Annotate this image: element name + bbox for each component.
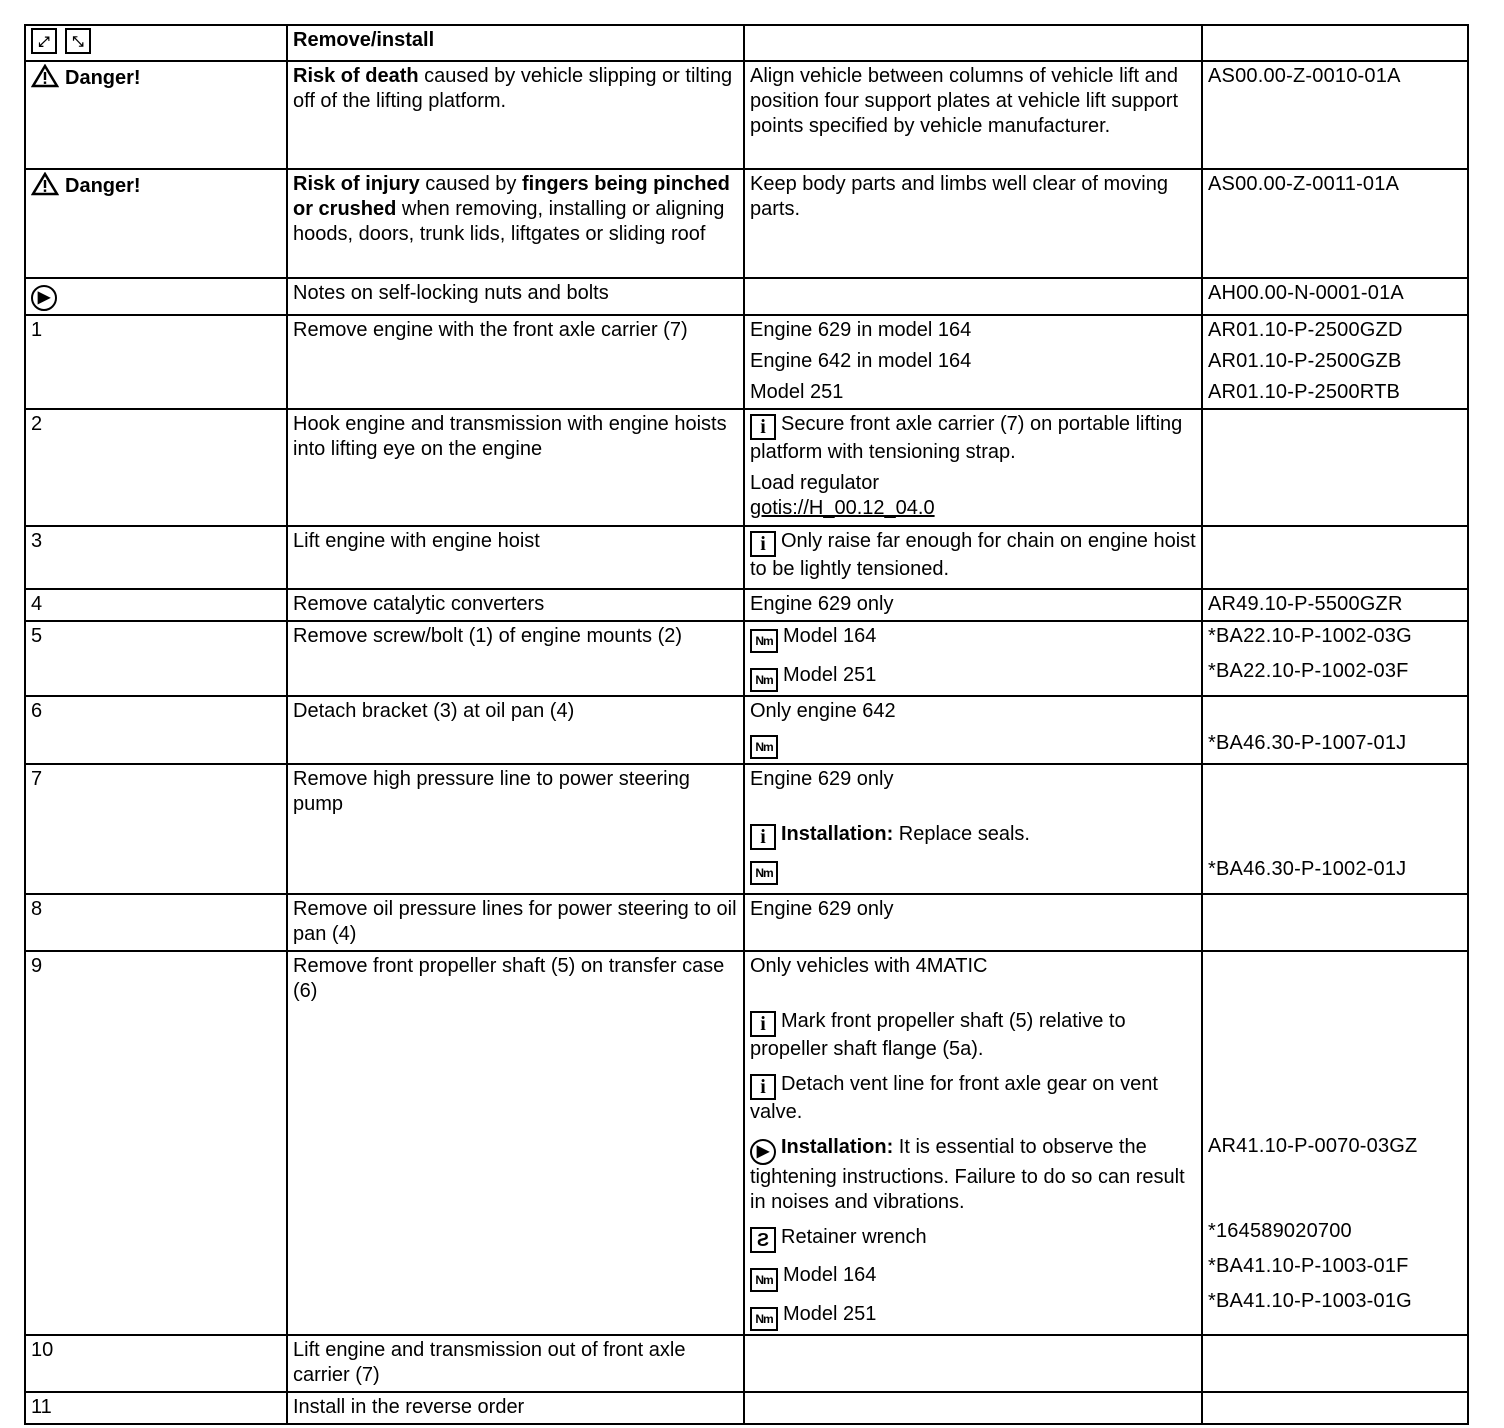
step-number: 9 (25, 951, 287, 1335)
ref-link[interactable]: AR49.10-P-5500GZR (1202, 589, 1468, 621)
info-icon: i (750, 1011, 776, 1037)
table-header-row (25, 25, 1468, 61)
danger-row (25, 169, 1468, 278)
ref-link[interactable]: *BA22.10-P-1002-03F (1208, 660, 1409, 682)
danger-row (25, 61, 1468, 169)
torque-nm-icon: Nm (750, 1268, 778, 1292)
step-text: Remove high pressure line to power steering pump (287, 764, 744, 894)
procedure-table (24, 24, 1469, 1425)
torque-nm-icon: Nm (750, 629, 778, 653)
table-row (25, 1335, 1468, 1392)
note-ref[interactable]: AH00.00-N-0001-01A (1202, 278, 1468, 315)
table-row: 1 Remove engine with the front axle carrier (7) Engine 629 in model 164 Engine 642 in model 164 Model 251 AR01.10-P-2500GZD AR01.10-P-2500GZB AR01.10-P-2500RTB (25, 315, 1468, 409)
special-tool-icon: Ƨ (750, 1227, 776, 1253)
torque-nm-icon: Nm (750, 668, 778, 692)
step-text: Remove oil pressure lines for power steering to oil pan (4) (287, 894, 744, 951)
info-icon: i (750, 414, 776, 440)
collapse-icon[interactable]: ⤡ (65, 28, 91, 54)
note-text: Notes on self-locking nuts and bolts (287, 278, 744, 315)
ref-link[interactable]: *BA46.30-P-1002-01J (1208, 858, 1407, 880)
info-icon: i (750, 1074, 776, 1100)
danger-ref[interactable]: AS00.00-Z-0011-01A (1202, 169, 1468, 278)
torque-nm-icon: Nm (750, 735, 778, 759)
step-text: Install in the reverse order (287, 1392, 744, 1424)
note-row (25, 278, 1468, 315)
danger-label: Danger! (31, 175, 141, 197)
note-circle-icon: ▶ (31, 285, 57, 311)
table-row: 8 Remove oil pressure lines for power steering to oil pan (4) Engine 629 only (25, 894, 1468, 951)
info-icon: i (750, 824, 776, 850)
ref-link[interactable]: *164589020700 (1208, 1220, 1352, 1242)
step-text: Lift engine and transmission out of front axle carrier (7) (287, 1335, 744, 1392)
info-icon: i (750, 531, 776, 557)
danger-label: Danger! (31, 67, 141, 89)
step-number: 5 (25, 621, 287, 696)
table-row: 3 Lift engine with engine hoist i Only raise far enough for chain on engine hoist to be lightly tensioned. (25, 526, 1468, 589)
header-title-cell (287, 25, 744, 61)
step-text: Remove front propeller shaft (5) on transfer case (6) (287, 951, 744, 1335)
ref-link[interactable]: *BA41.10-P-1003-01F (1208, 1255, 1409, 1277)
danger-risk: Risk of injury caused by fingers being pinched or crushed when removing, installing or aligning hoods, doors, trunk lids, liftgates or sliding roof (287, 169, 744, 278)
table-row: 7 Remove high pressure line to power steering pump Engine 629 only i Installation: Replace seals. Nm *BA46.30-P-1002-01J (25, 764, 1468, 894)
warning-triangle-icon (31, 172, 59, 196)
table-row: 5 Remove screw/bolt (1) of engine mounts (2) Nm Model 164 Nm Model 251 *BA22.10-P-1002-03G *BA22.10-P-1002-03F (25, 621, 1468, 696)
step-text: Remove screw/bolt (1) of engine mounts (2) (287, 621, 744, 696)
danger-measure: Align vehicle between columns of vehicle lift and position four support plates at vehicle lift support points specified by vehicle manufacturer. (744, 61, 1202, 169)
danger-risk: Risk of death caused by vehicle slipping or tilting off of the lifting platform. (287, 61, 744, 169)
step-number: 7 (25, 764, 287, 894)
table-row: 4 Remove catalytic converters Engine 629 only AR49.10-P-5500GZR (25, 589, 1468, 621)
step-number: 2 (25, 409, 287, 526)
ref-link[interactable]: *BA22.10-P-1002-03G (1208, 625, 1412, 647)
step-text: Detach bracket (3) at oil pan (4) (287, 696, 744, 764)
ref-link[interactable]: AR01.10-P-2500RTB (1208, 381, 1401, 403)
step-text: Remove catalytic converters (287, 589, 744, 621)
ref-link[interactable]: *BA41.10-P-1003-01G (1208, 1290, 1412, 1312)
note-circle-icon: ▶ (750, 1139, 776, 1165)
ref-link[interactable]: AR01.10-P-2500GZB (1208, 350, 1402, 372)
danger-measure: Keep body parts and limbs well clear of moving parts. (744, 169, 1202, 278)
step-number: 10 (25, 1335, 287, 1392)
torque-nm-icon: Nm (750, 861, 778, 885)
step-text: Lift engine with engine hoist (287, 526, 744, 589)
step-number: 8 (25, 894, 287, 951)
step-number: 4 (25, 589, 287, 621)
step-text: Remove engine with the front axle carrier (7) (287, 315, 744, 409)
ref-link[interactable]: *BA46.30-P-1007-01J (1208, 732, 1407, 754)
page-title: Remove/install (293, 29, 435, 51)
warning-triangle-icon (31, 64, 59, 88)
ref-link[interactable]: AR41.10-P-0070-03GZ (1208, 1135, 1418, 1157)
table-row (25, 1392, 1468, 1424)
gotis-link[interactable]: gotis://H_00.12_04.0 (750, 497, 935, 519)
expand-icon[interactable]: ⤢ (31, 28, 57, 54)
table-row: 2 Hook engine and transmission with engine hoists into lifting eye on the engine i Secure front axle carrier (7) on portable lifting platform with tensioning strap. Load regulator gotis://H_00.12_04.0 (25, 409, 1468, 526)
table-row: 6 Detach bracket (3) at oil pan (4) Only engine 642 Nm *BA46.30-P-1007-01J (25, 696, 1468, 764)
step-number: 1 (25, 315, 287, 409)
danger-ref[interactable]: AS00.00-Z-0010-01A (1202, 61, 1468, 169)
step-number: 11 (25, 1392, 287, 1424)
step-number: 3 (25, 526, 287, 589)
step-text: Hook engine and transmission with engine hoists into lifting eye on the engine (287, 409, 744, 526)
header-icons-cell (25, 25, 287, 61)
table-row: 9 Remove front propeller shaft (5) on transfer case (6) Only vehicles with 4MATIC i Mark front propeller shaft (5) relative to propeller shaft flange (5a). i Detach vent line for front axle gear on vent valve. ▶ Installation: It is essential to observe the tightening instructions. Failure to do so can result in noises and vibrations. Ƨ Retainer wrench Nm Model 164 Nm Model 251 AR41.10-P-0070-03GZ *164589020700 *BA41.10-P-1003-01F *BA41.10-P-1003-01G (25, 951, 1468, 1335)
step-number: 6 (25, 696, 287, 764)
ref-link[interactable]: AR01.10-P-2500GZD (1208, 319, 1403, 341)
torque-nm-icon: Nm (750, 1307, 778, 1331)
